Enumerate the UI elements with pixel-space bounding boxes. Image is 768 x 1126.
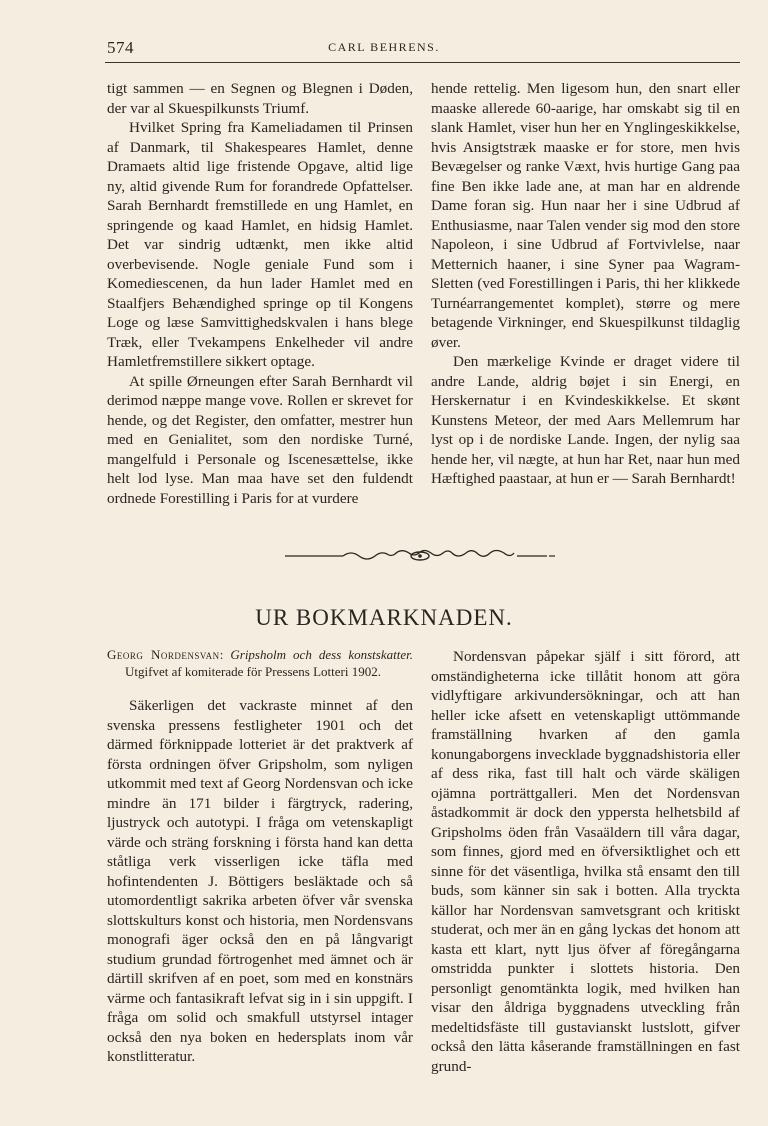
review-right-column <box>431 647 740 1076</box>
page-number: 574 <box>107 38 134 57</box>
paragraph: Hvilket Spring fra Kameliadamen til Prinsen af Danmark, til Shakespeares Hamlet, denne Dramaets altid lige fristende Opgave, altid lige ny, altid givende Rum for forandrede Opfattelser. Sarah Bernhardt fremstillede en ung Hamlet, en springende og kaad Hamlet, en hidsig Hamlet. Det var sindrig udtænkt, men ikke altid overbevisende. Nogle geniale Fund som i Komediescenen, da hun lader Hamlet med en Staalfjers Behændighed springe op til Kongens Loge og læse Samvittighedskvalen i hans blege Træk, eller Tvekampens Enkelheder vil andre Hamletfremstillere sikkert optage. <box>107 119 413 370</box>
review-publication: Utgifvet af komiterade för Pressens Lotteri 1902. <box>125 663 381 679</box>
paragraph: At spille Ørneungen efter Sarah Bernhardt vil derimod næppe mange vove. Rollen er skrevet for hende, og det Register, den omfatter, mestrer hun med en Genialitet, som den nordiske Turné, mangelfuld i Personale og Iscenesættelse, ikke helt lod lyse. Man maa have set den fuldendt ordnede Forestilling i Paris for at vurdere <box>107 372 413 507</box>
section-divider-ornament <box>285 548 555 564</box>
header-rule <box>105 62 740 63</box>
review-book-title: Gripsholm och dess konstskatter. <box>230 647 413 662</box>
review-author: Georg Nordensvan <box>107 647 220 662</box>
paragraph: Den mærkelige Kvinde er draget videre til andre Lande, aldrig bøjet i sin Energi, en Herskernatur i en Kvindeskikkelse. Et skønt Kunstens Meteor, der med Aars Mellemrum har lyst op i de nordiske Lande. Ingen, der nylig saa hende her, vil nægte, at hun har Ret, naar hun med Hæftighed paastaar, at hun er — Sarah Bernhardt! <box>431 353 740 487</box>
review-citation: Georg Nordensvan: Gripsholm och dess konstskatter. Utgifvet af komiterade för Pressens Lotteri 1902. <box>107 647 413 679</box>
paragraph: hende rettelig. Men ligesom hun, den snart eller maaske allerede 60-aarige, har omskabt sig til en slank Hamlet, viser hun her en Ynglingeskikkelse, hvis Ansigtstræk maaske er for store, men hvis Bevægelser og ranke Væxt, hvis hurtige Gang paa fine Ben ikke lade ane, at man har en aldrende Dame foran sig. Hun naar her i sine Udbrud af Enthusiasme, naar Talen vender sig mod den store Napoleon, i sine Udbrud af Fortvivlelse, naar Metternich haaner, i sine Syner paa Wagram-Sletten (ved Forestillingen i Paris, thi her klikkede Turnéarrangementet komplet), større og mere betagende Virkninger, end Skuespilkunst tildaglig øver. <box>431 80 740 351</box>
paragraph: Nordensvan påpekar själf i sitt förord, att omständigheterna icke tillåtit honom att göra vidlyftigare arkivundersökningar, och att han heller icke afsett en vetenskapligt uttömmande framställning hvarken af den gamla konungaborgens invecklade byggnadshistoria eller af dess rika, fast till halt och värde skäligen ojämna porträttgalleri. Men det Nordensvan åstadkommit är dock den yppersta helhetsbild af Gripsholms öden från Vasaäldern till våra dagar, som finnes, gjord med en öfversiktlighet och ett sinne för det väsentliga, hvilka stå ensamt den till buds, som känner sin sak i botten. Alla tryckta källor har Nordensvan samvetsgrant och kritiskt studerat, och mer än en gång lyckas det honom att kasta ett klart, nytt ljus öfver af föregångarna omstridda punkter i slottets historia. Den personligt genomtänkta logik, med hvilken han visar den åldriga byggnadens utveckling från medeltidsfäste till gustavianskt lustslott, gifver också den lätta kåserande framställningen en fast grund- <box>431 648 740 1075</box>
top-left-column <box>107 79 413 508</box>
section-heading: UR BOKMARKNADEN. <box>255 605 513 630</box>
review-left-column <box>107 647 413 1067</box>
top-right-column <box>431 79 740 489</box>
running-title: CARL BEHRENS. <box>328 40 440 54</box>
paragraph: Säkerligen det vackraste minnet af den svenska pressens festligheter 1901 och det därmed förknippade lotteriet är det praktverk af första ordningen öfver Gripsholm, som nyligen utkommit med text af Georg Nordensvan och icke mindre än 171 bilder i färgtryck, radering, ljustryck och autotypi. I fråga om vetenskapligt värde och sträng forskning i första hand kan detta ståtliga verk visserligen icke täfla med hofintendenten J. Böttigers besläktade och så utomordentligt sakrika arbeten öfver vår svenska slottskulturs konst och historia, men Nordensvans monografi äger också den en på långvarigt studium grundad förtrogenhet med ämnet och är därtill skrifven af en poet, som med en konstnärs värme och fantasikraft lefvat sig in i sin uppgift. I fråga om solid och smakfull utstyrsel intager också den nya boken en hedersplats inom vår konstlitteratur. <box>107 697 413 1065</box>
paragraph: tigt sammen — en Segnen og Blegnen i Døden, der var al Skuespilkunsts Triumf. <box>107 80 413 117</box>
